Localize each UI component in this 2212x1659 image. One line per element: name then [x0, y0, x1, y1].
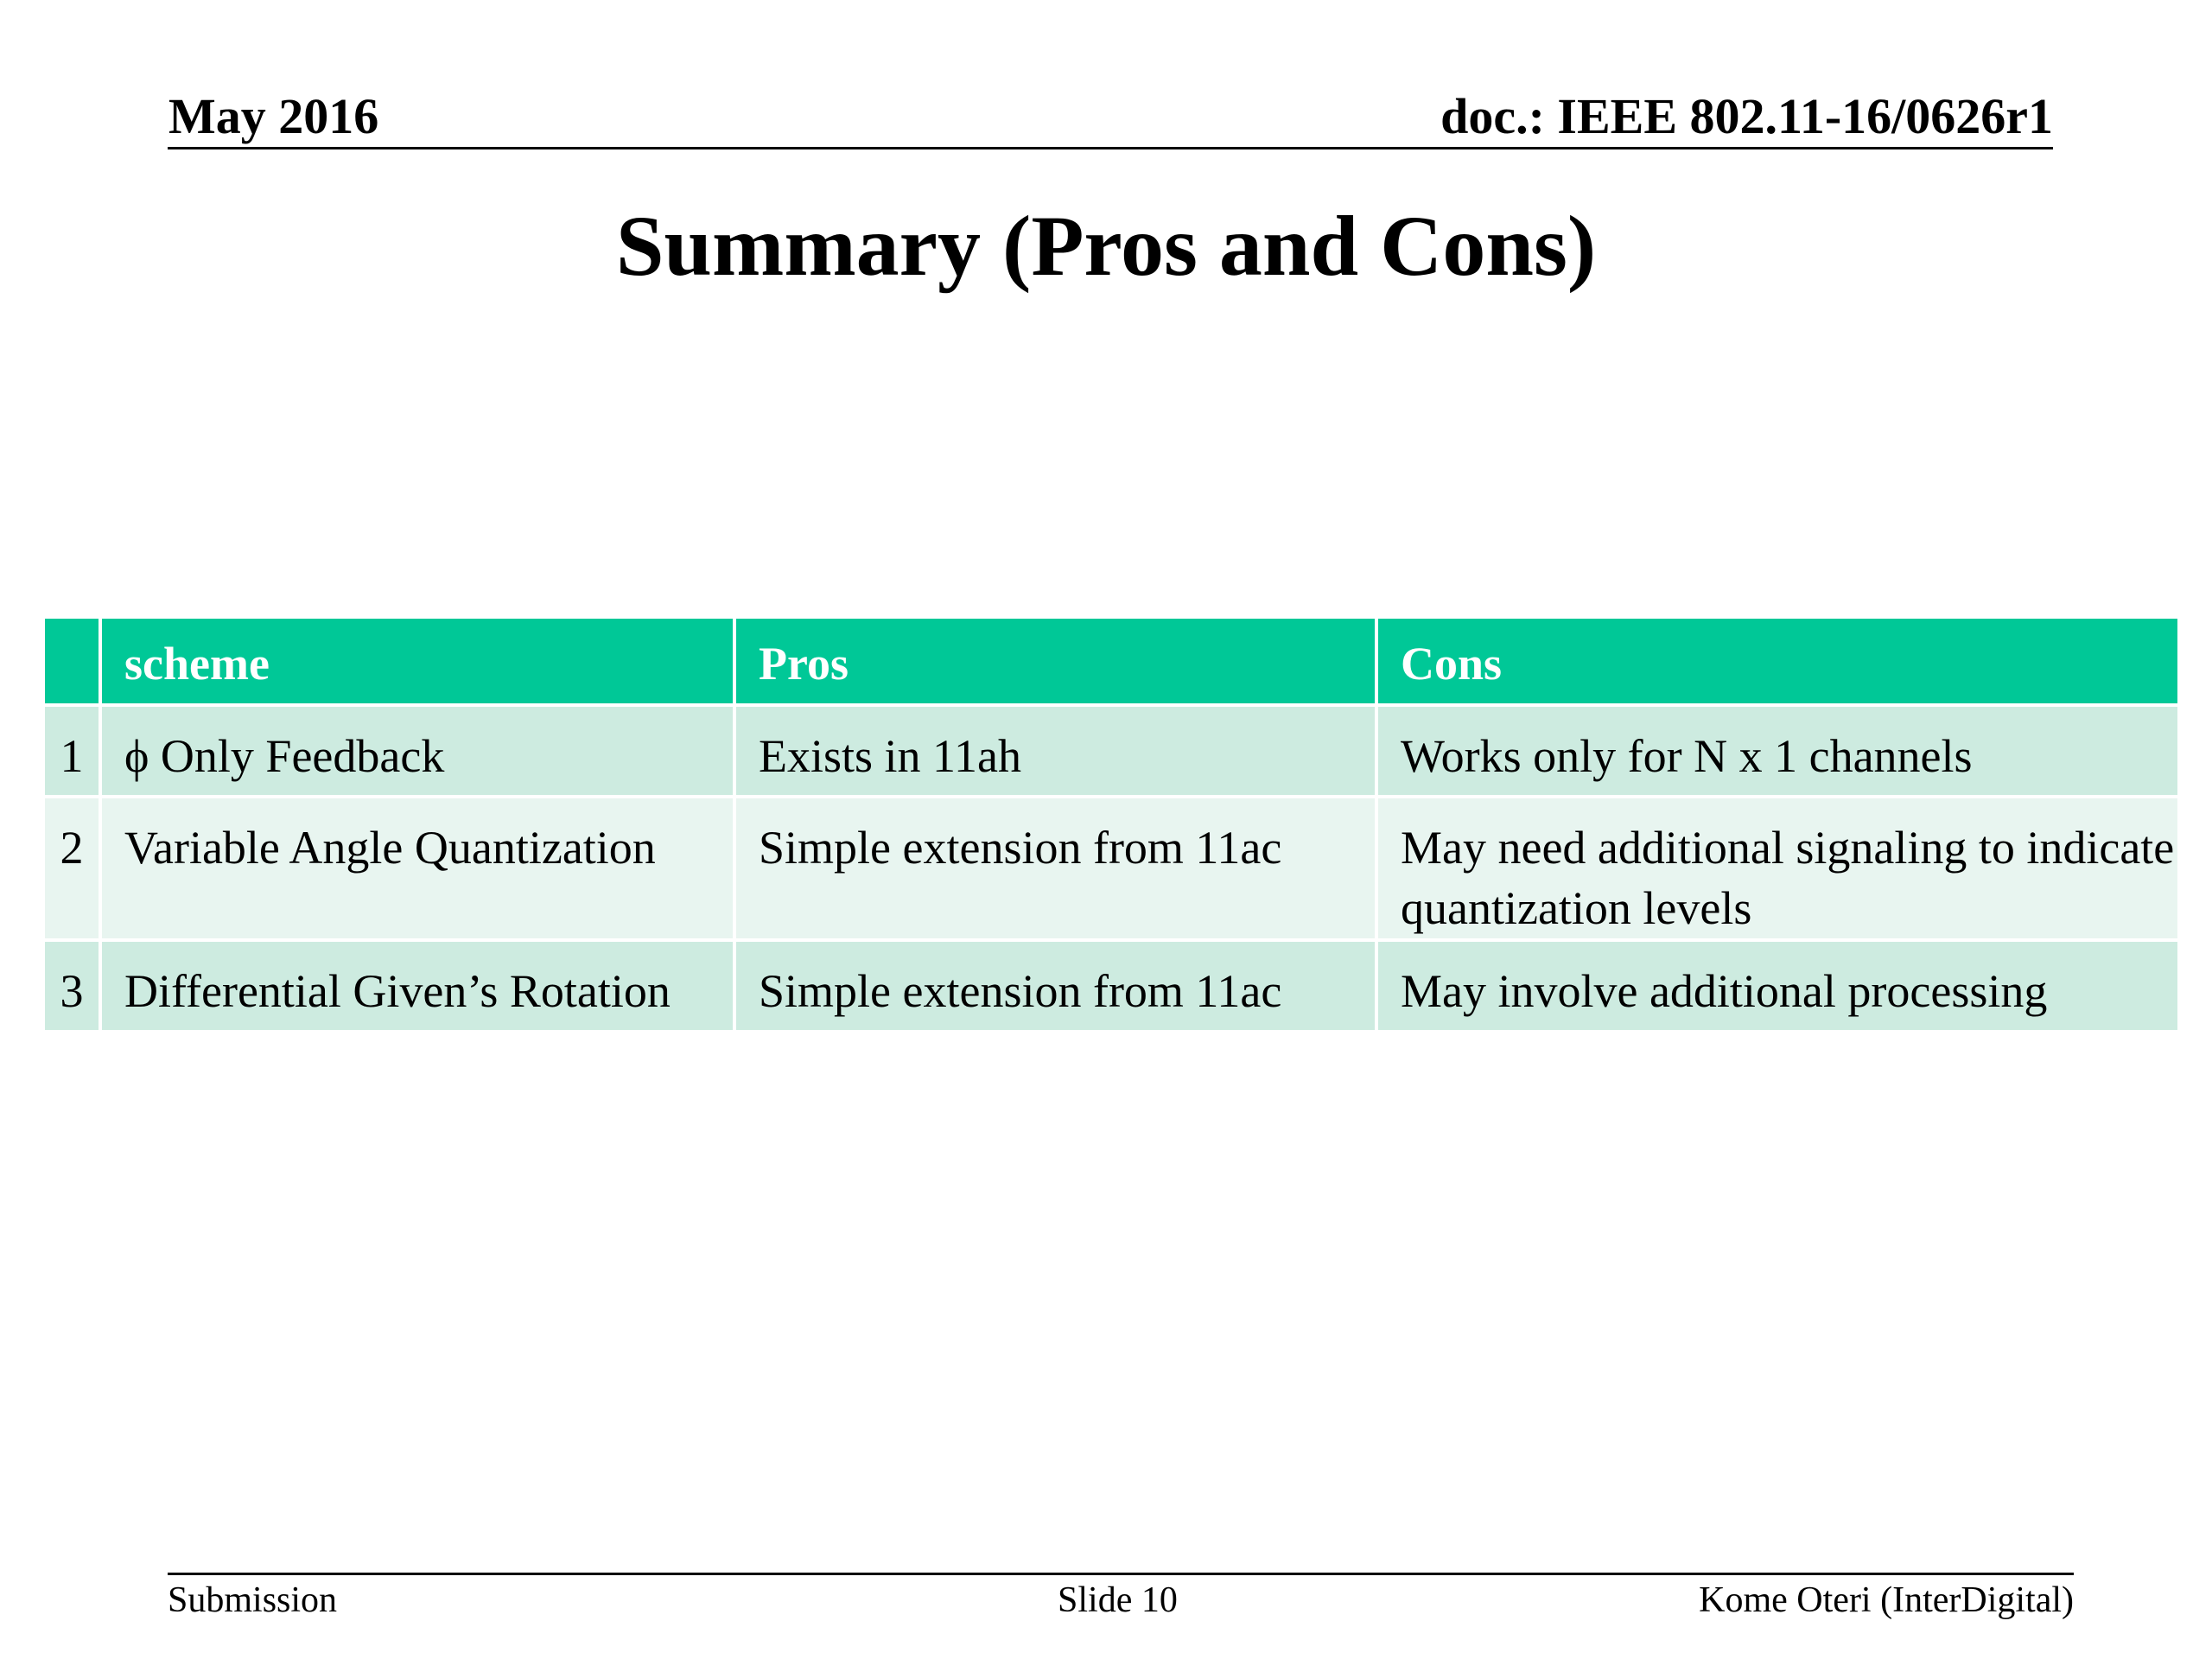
footer-author: Kome Oteri (InterDigital): [1699, 1580, 2074, 1620]
column-header-cons: Cons: [1376, 617, 2179, 705]
column-header-scheme: scheme: [100, 617, 734, 705]
cons-cell: Works only for N x 1 channels: [1376, 705, 2179, 797]
scheme-cell: Variable Angle Quantization: [100, 797, 734, 940]
slide-title: Summary (Pros and Cons): [615, 198, 1597, 294]
cons-cell: May involve additional processing: [1376, 940, 2179, 1032]
table-row: [43, 797, 2179, 940]
cons-cell: May need additional signaling to indicate quantization levels: [1376, 797, 2179, 940]
table-row: [43, 705, 2179, 797]
table-header-row: [43, 617, 2179, 705]
header-date: May 2016: [168, 88, 379, 144]
scheme-cell: Differential Given’s Rotation: [100, 940, 734, 1032]
header-divider: [168, 147, 2053, 149]
pros-cell: Exists in 11ah: [734, 705, 1376, 797]
pros-cell: Simple extension from 11ac: [734, 797, 1376, 940]
pros-cell: Simple extension from 11ac: [734, 940, 1376, 1032]
column-header-number: [43, 617, 100, 705]
scheme-cell: ϕ Only Feedback: [100, 705, 734, 797]
footer-slide-number: Slide 10: [1058, 1580, 1178, 1620]
table-row: [43, 940, 2179, 1032]
header-doc-id: doc.: IEEE 802.11-16/0626r1: [1440, 88, 2053, 144]
row-number: 3: [43, 940, 100, 1032]
footer-submission: Submission: [168, 1580, 338, 1620]
column-header-pros: Pros: [734, 617, 1376, 705]
pros-cons-table: [41, 615, 2181, 1033]
row-number: 1: [43, 705, 100, 797]
row-number: 2: [43, 797, 100, 940]
footer-divider: [168, 1573, 2074, 1575]
